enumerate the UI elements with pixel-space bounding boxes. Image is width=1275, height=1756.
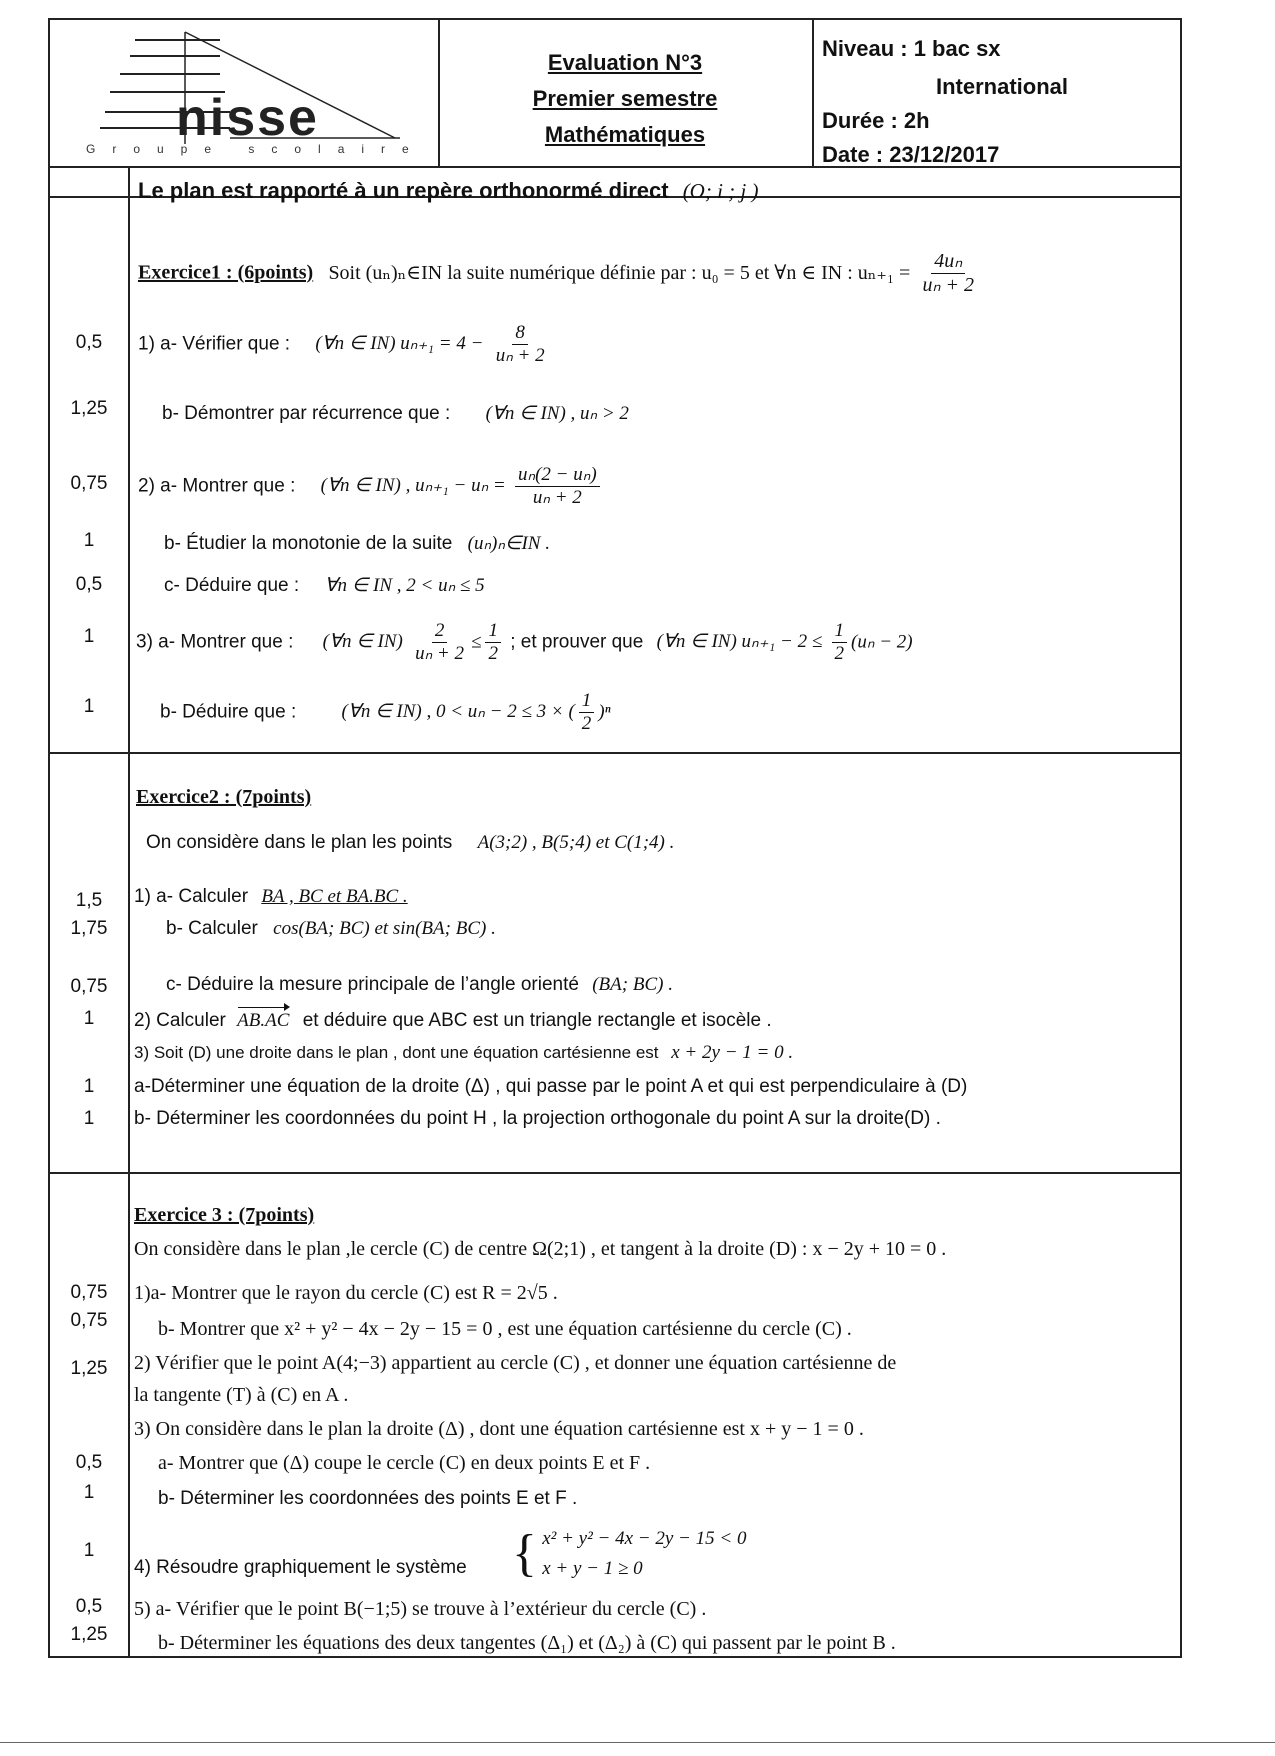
ex3-q4: 4) Résoudre graphiquement le système { x² + y² − 4x − 2y − 15 < 0 x + y − 1 ≥ 0	[134, 1525, 747, 1582]
ex1-q3a: 3) a- Montrer que : (∀n ∈ IN) $\frac{2}{\text{uₙ + 2}}$ ≤ $\frac{1}{2}$ ; et prouver que (∀n ∈ IN) uₙ₊₁ − 2 ≤ $\frac{1}{2}$ (uₙ − 2)	[136, 620, 913, 664]
ex1-points-1b: 1,25	[70, 398, 108, 419]
ex1-points-2c: 0,5	[75, 574, 103, 595]
header-bottom-line	[48, 166, 1182, 168]
ex2-q3: 3) Soit (D) une droite dans le plan , dont une équation cartésienne est x + 2y − 1 = 0 .	[134, 1042, 794, 1063]
ex2-points-3a: 1	[83, 1076, 95, 1097]
ex1-q3b-fraction: $\frac{1}{2}$	[579, 690, 595, 735]
ex1-points-2a: 0,75	[70, 473, 108, 494]
duree-label: Durée : 2h	[822, 108, 930, 133]
ex2-q3a: a-Déterminer une équation de la droite (Δ) , qui passe par le point A et qui est perpendiculaire à (D)	[134, 1076, 968, 1097]
ex3-points-5a: 0,5	[75, 1596, 103, 1617]
points-column-divider	[128, 166, 130, 1658]
ex1-statement: Soit (uₙ)ₙ∈IN la suite numérique définie par : u₀ = 5 et ∀n ∈ IN : uₙ₊₁ =	[328, 261, 911, 284]
ex3-q1a: 1)a- Montrer que le rayon du cercle (C) est R = 2√5 .	[134, 1282, 558, 1304]
ex3-points-1a: 0,75	[70, 1282, 108, 1303]
intro-math: (O; i ; j )	[682, 179, 759, 203]
ex1-q2a: 2) a- Montrer que : (∀n ∈ IN) , uₙ₊₁ − uₙ = $\frac{\text{uₙ(2 − uₙ)}}{\text{uₙ + 2}}$	[138, 464, 604, 509]
ex1-q3a-fraction-1: $\frac{2}{\text{uₙ + 2}}$	[415, 620, 465, 664]
logo-subtitle: Groupe scolaire	[86, 142, 426, 156]
school-logo	[60, 26, 430, 158]
ex1-q2c: c- Déduire que : ∀n ∈ IN , 2 < uₙ ≤ 5	[164, 575, 485, 596]
exam-title: Evaluation N°3	[547, 50, 703, 75]
ex1-recurrence-fraction: $\frac{\text{4uₙ}}{\text{uₙ + 2}}$	[922, 250, 974, 296]
logo-name: nisse	[176, 89, 319, 147]
ex2-bottom-line	[48, 1172, 1182, 1174]
ex2-points-1a: 1,5	[75, 890, 103, 911]
ex1-title: Exercice1 : (6points)	[138, 261, 314, 284]
ex1-q3a-fraction-2: $\frac{1}{2}$	[485, 620, 501, 665]
ex1-heading	[138, 250, 981, 297]
ex2-q3b: b- Déterminer les coordonnées du point H , la projection orthogonale du point A sur la droite(D) .	[134, 1108, 941, 1129]
ex3-q3b: b- Déterminer les coordonnées des points E et F .	[158, 1488, 578, 1509]
ex2-q1b: b- Calculer cos(BA; BC) et sin(BA; BC) .	[166, 918, 496, 939]
ex3-system: x² + y² − 4x − 2y − 15 < 0 x + y − 1 ≥ 0	[542, 1528, 747, 1579]
ex3-points-1b: 0,75	[70, 1310, 108, 1331]
ex2-title: Exercice2 : (7points)	[136, 786, 312, 808]
ex1-q3a-fraction-3: $\frac{1}{2}$	[832, 620, 848, 665]
ex3-points-3b: 1	[83, 1482, 95, 1503]
ex1-q1a-fraction: $\frac{8}{\text{uₙ + 2}}$	[495, 322, 545, 366]
ex3-q1b: b- Montrer que x² + y² − 4x − 2y − 15 = 0 , est une équation cartésienne du cercle (C) .	[158, 1318, 852, 1340]
ex2-points-1c: 0,75	[70, 976, 108, 997]
page-footer-line	[0, 1742, 1275, 1743]
ex2-q1a: 1) a- Calculer BA , BC et BA.BC .	[134, 886, 408, 907]
ex3-points-5b: 1,25	[70, 1624, 108, 1645]
ex1-points-3b: 1	[83, 696, 95, 717]
ex1-q3b: b- Déduire que : (∀n ∈ IN) , 0 < uₙ − 2 ≤ 3 × ( $\frac{1}{2}$ )ⁿ	[160, 690, 611, 734]
intro-text: Le plan est rapporté à un repère orthonormé direct (O; i ; j )	[138, 178, 759, 203]
header-divider-2	[812, 18, 814, 166]
ex2-q1c: c- Déduire la mesure principale de l’angle orienté (BA; BC) .	[166, 974, 673, 995]
ex2-points-1b: 1,75	[70, 918, 108, 939]
system-brace: {	[511, 1525, 537, 1582]
ex2-statement: On considère dans le plan les points A(3;2) , B(5;4) et C(1;4) .	[146, 832, 675, 853]
ex3-q5a: 5) a- Vérifier que le point B(−1;5) se trouve à l’extérieur du cercle (C) .	[134, 1598, 707, 1620]
ex1-points-3a: 1	[83, 626, 95, 647]
date-label: Date : 23/12/2017	[822, 142, 1000, 167]
ex2-points-2: 1	[83, 1008, 95, 1029]
ex3-q2-line2: la tangente (T) à (C) en A .	[134, 1384, 349, 1406]
ex2-q2: 2) Calculer AB.AC et déduire que ABC est un triangle rectangle et isocèle .	[134, 1010, 772, 1031]
ex1-points-1a: 0,5	[75, 332, 103, 353]
ex1-points-2b: 1	[83, 530, 95, 551]
ex3-q3: 3) On considère dans le plan la droite (Δ) , dont une équation cartésienne est x + y − 1 = 0 .	[134, 1418, 864, 1440]
ex3-q3a: a- Montrer que (Δ) coupe le cercle (C) en deux points E et F .	[158, 1452, 651, 1474]
semester-title: Premier semestre	[532, 86, 718, 111]
ex1-bottom-line	[48, 752, 1182, 754]
ex1-q2b: b- Étudier la monotonie de la suite (uₙ)ₙ∈IN .	[164, 533, 550, 554]
ex3-points-2: 1,25	[70, 1358, 108, 1379]
subject-title: Mathématiques	[544, 122, 706, 147]
ex1-q1b: b- Démontrer par récurrence que : (∀n ∈ IN) , uₙ > 2	[162, 403, 629, 424]
ex2-points-3b: 1	[83, 1108, 95, 1129]
ex3-title: Exercice 3 : (7points)	[134, 1204, 315, 1226]
ex1-q1a: 1) a- Vérifier que : (∀n ∈ IN) uₙ₊₁ = 4 − $\frac{8}{\text{uₙ + 2}}$	[138, 322, 552, 367]
ex3-q5b: b- Déterminer les équations des deux tangentes (Δ₁) et (Δ₂) à (C) qui passent par le point B .	[158, 1632, 896, 1654]
niveau-label: Niveau : 1 bac sx	[822, 36, 1001, 61]
ex3-statement: On considère dans le plan ,le cercle (C) de centre Ω(2;1) , et tangent à la droite (D) : x − 2y + 10 = 0 .	[134, 1238, 947, 1260]
ex3-points-4: 1	[83, 1540, 95, 1561]
niveau-line2: International	[936, 74, 1069, 99]
ex3-points-3a: 0,5	[75, 1452, 103, 1473]
ex3-q2-line1: 2) Vérifier que le point A(4;−3) appartient au cercle (C) , et donner une équation cartésienne de	[134, 1352, 897, 1374]
ex1-q2a-fraction: $\frac{\text{uₙ(2 − uₙ)}}{\text{uₙ + 2}}$	[515, 464, 600, 509]
